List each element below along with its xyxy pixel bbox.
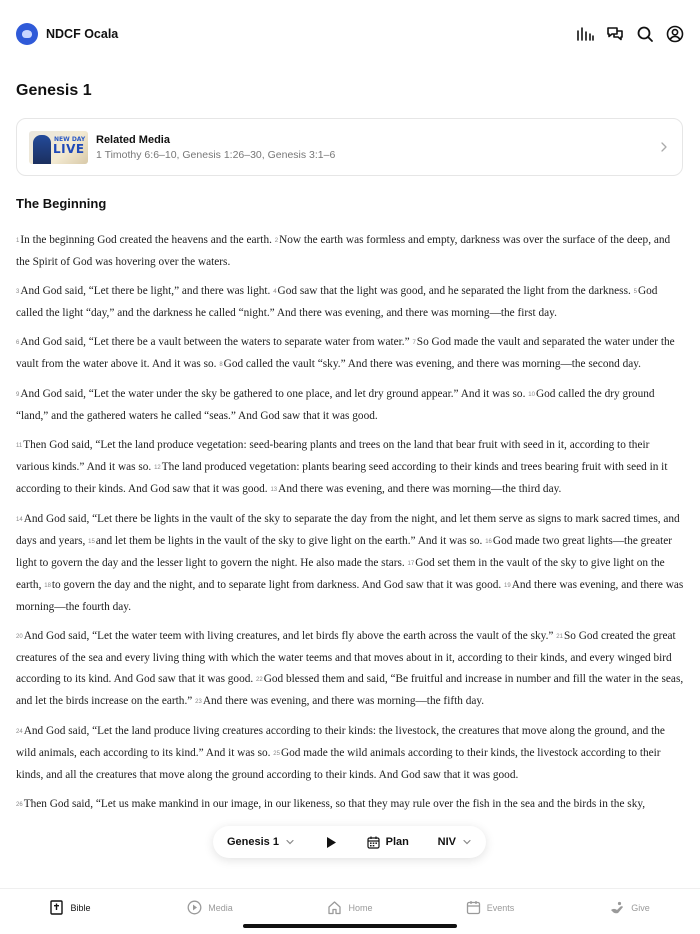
verse-text[interactable]: So God made the vault and separated the water under the vault from the water above it. And it was so. xyxy=(16,336,675,370)
verse-number: 10 xyxy=(528,392,535,398)
verse-number: 19 xyxy=(504,583,511,589)
verse-number: 15 xyxy=(88,539,95,545)
scripture-paragraph xyxy=(16,281,684,324)
verse-text[interactable]: And there was evening, and there was morning—the third day. xyxy=(278,483,562,495)
tab-label: Give xyxy=(631,902,650,913)
thumbnail-figure xyxy=(33,135,51,164)
verse-text[interactable]: In the beginning God created the heavens and the earth. xyxy=(20,234,272,246)
verse-number: 5 xyxy=(633,289,637,295)
verse-text[interactable]: Now the earth was formless and empty, darkness was over the surface of the deep, and the Spirit of God was hovering over the waters. xyxy=(16,234,671,268)
chapter-selector[interactable] xyxy=(227,836,295,848)
verse-text[interactable]: The land produced vegetation: plants bearing seed according to their kinds and trees bearing fruit with seed in it according to their kinds. And God saw that it was good. xyxy=(16,461,668,495)
tab-label: Home xyxy=(348,902,373,913)
scripture-paragraph xyxy=(16,626,684,713)
verse-number: 23 xyxy=(195,699,202,705)
version-selector[interactable] xyxy=(438,836,472,848)
verse-text[interactable]: And God said, “Let the water under the sky be gathered to one place, and let dry ground appear.” And it was so. xyxy=(20,388,526,400)
search-icon[interactable] xyxy=(636,25,654,43)
verse-number: 20 xyxy=(16,634,23,640)
verse-number: 9 xyxy=(16,392,20,398)
verse-number: 2 xyxy=(274,238,279,244)
home-indicator xyxy=(243,924,457,928)
chapter-label: Genesis 1 xyxy=(227,836,279,848)
verse-number: 25 xyxy=(273,751,280,757)
scripture-paragraph xyxy=(16,435,684,501)
verse-text[interactable]: God called the vault “sky.” And there was evening, and there was morning—the second day. xyxy=(223,358,641,370)
verse-text[interactable]: God set them in the vault of the sky to give light on the earth, xyxy=(16,557,665,591)
calendar-icon xyxy=(367,836,380,849)
chevron-down-icon xyxy=(285,837,295,847)
give-icon xyxy=(610,900,625,915)
chevron-down-icon xyxy=(462,837,472,847)
scripture-paragraph xyxy=(16,332,684,376)
brand-logo xyxy=(16,23,38,45)
verse-text[interactable]: And God said, “Let there be lights in the vault of the sky to separate the day from the night, and let them serve as signs to mark sacred times, and days and years, xyxy=(16,513,680,547)
verse-text[interactable]: And there was evening, and there was morning—the fourth day. xyxy=(16,579,684,613)
verse-number: 14 xyxy=(16,517,23,523)
verse-text[interactable]: God saw that the light was good, and he separated the light from the darkness. xyxy=(277,285,631,297)
related-media-text xyxy=(96,134,335,161)
tab-label: Bible xyxy=(70,902,91,913)
app-header xyxy=(0,0,700,68)
verse-text[interactable]: to govern the day and the night, and to separate light from darkness. And God saw that it was good. xyxy=(51,579,502,591)
tab-label: Events xyxy=(486,902,515,913)
verse-text[interactable]: Then God said, “Let the land produce vegetation: seed-bearing plants and trees on the land that bear fruit with seed in it, according to their various kinds.” And it was so. xyxy=(16,439,650,473)
verse-text[interactable]: and let them be lights in the vault of the sky to give light on the earth.” And it was so. xyxy=(95,535,483,547)
scripture-paragraph xyxy=(16,230,684,273)
bible-icon xyxy=(49,900,64,915)
brand-name: NDCF Ocala xyxy=(46,27,119,41)
verse-number: 24 xyxy=(16,729,23,735)
reading-player xyxy=(213,826,486,858)
verse-number: 17 xyxy=(407,561,415,567)
play-icon xyxy=(325,836,337,849)
verse-text[interactable]: God blessed them and said, “Be fruitful and increase in number and fill the water in the seas, and let the birds increase on the earth.” xyxy=(16,673,684,707)
verse-number: 18 xyxy=(44,583,51,589)
verse-number: 7 xyxy=(412,340,416,346)
play-button[interactable] xyxy=(324,835,338,849)
verse-number: 8 xyxy=(219,362,223,368)
verse-number: 11 xyxy=(16,443,23,449)
media-thumbnail xyxy=(29,131,88,164)
tab-label: Media xyxy=(208,902,233,913)
verse-text[interactable]: So God created the great creatures of the sea and every living thing with which the water teems and that moves about in it, according to their kinds, and every winged bird according to its kind. And God saw that it was good. xyxy=(16,630,676,685)
verse-text[interactable]: God called the light “day,” and the darkness he called “night.” And there was evening, and there was morning—the first day. xyxy=(16,285,658,319)
header-actions xyxy=(576,25,684,43)
verse-text[interactable]: Then God said, “Let us make mankind in our image, in our likeness, so that they may rule over the fish in the sea and the birds in the sky, xyxy=(23,798,646,810)
related-media-references: 1 Timothy 6:6–10, Genesis 1:26–30, Genesis 3:1–6 xyxy=(96,148,336,161)
scripture-paragraph xyxy=(16,721,684,786)
tab-give[interactable] xyxy=(560,889,700,934)
chevron-right-icon xyxy=(658,141,670,153)
verse-text[interactable]: God made two great lights—the greater light to govern the day and the lesser light to govern the night. He also made the stars. xyxy=(16,535,673,569)
scripture-text xyxy=(16,230,684,824)
page-title: Genesis 1 xyxy=(16,82,92,99)
verse-text[interactable]: And there was evening, and there was morning—the fifth day. xyxy=(202,695,485,707)
verse-text[interactable]: And God said, “Let there be a vault between the waters to separate water from water.” xyxy=(20,336,410,348)
verse-number: 6 xyxy=(16,340,20,346)
verse-number: 13 xyxy=(270,487,278,493)
verse-number: 3 xyxy=(16,289,20,295)
verse-number: 4 xyxy=(273,289,277,295)
chat-icon[interactable] xyxy=(606,25,624,43)
verse-number: 21 xyxy=(556,634,563,640)
verse-number: 1 xyxy=(16,238,20,244)
calendar-icon xyxy=(466,900,481,915)
related-media-label: Related Media xyxy=(96,133,170,146)
plan-label: Plan xyxy=(385,836,409,848)
equalizer-icon[interactable] xyxy=(576,25,594,43)
scripture-paragraph xyxy=(16,794,684,816)
account-icon[interactable] xyxy=(666,25,684,43)
plan-button[interactable] xyxy=(367,836,409,849)
verse-text[interactable]: And God said, “Let the land produce living creatures according to their kinds: the livestock, the creatures that move along the ground, and the wild animals, each according to its kind.” And it was so. xyxy=(16,725,665,759)
thumbnail-line2: LIVE xyxy=(53,141,85,156)
home-icon xyxy=(327,900,342,915)
brand[interactable] xyxy=(16,23,118,45)
verse-text[interactable]: God called the dry ground “land,” and the gathered waters he called “seas.” And God saw that it was good. xyxy=(16,388,655,422)
scripture-paragraph xyxy=(16,384,684,427)
verse-text[interactable]: And God said, “Let there be light,” and there was light. xyxy=(20,285,271,297)
verse-number: 26 xyxy=(16,802,23,808)
media-play-icon xyxy=(187,900,202,915)
tab-bible[interactable] xyxy=(0,889,140,934)
version-label: NIV xyxy=(437,836,456,848)
related-media-card[interactable] xyxy=(16,118,683,176)
verse-text[interactable]: And God said, “Let the water teem with living creatures, and let birds fly above the earth across the vault of the sky.” xyxy=(23,630,554,642)
verse-number: 16 xyxy=(485,539,492,545)
thumbnail-line1: NEW DAY xyxy=(54,135,86,143)
scripture-paragraph xyxy=(16,509,684,618)
verse-number: 12 xyxy=(154,465,161,471)
verse-text[interactable]: God made the wild animals according to their kinds, the livestock according to their kinds, and all the creatures that move along the ground according to their kinds. And God saw that it was good. xyxy=(16,747,661,781)
section-heading: The Beginning xyxy=(16,196,107,211)
verse-number: 22 xyxy=(256,677,263,683)
